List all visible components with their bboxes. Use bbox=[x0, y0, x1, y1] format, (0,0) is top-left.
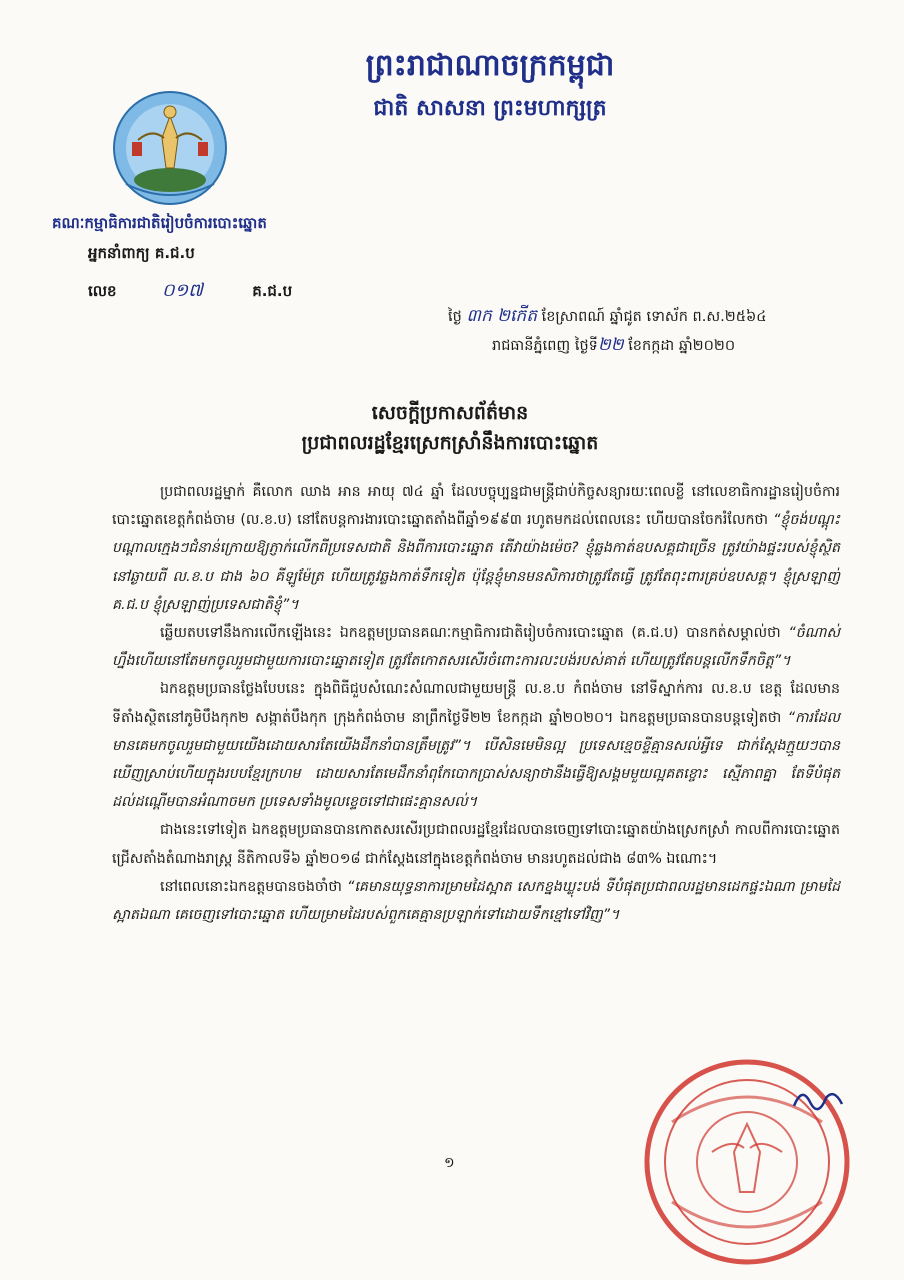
document-title bbox=[150, 398, 750, 458]
nec-emblem-logo bbox=[108, 88, 232, 208]
paragraph-4: ជាងនេះទៅទៀត ឯកឧត្តមប្រធានបានកោតសរសើរប្រជាពលរដ្ឋខ្មែរដែលបានចេញទៅបោះឆ្នោតយ៉ាងស្រេកស្រាំ កាលពីការបោះឆ្នោតជ្រើសតាំងតំណាងរាស្ត្រ នីតិកាលទី៦ ឆ្នាំ២០១៨ ជាក់ស្តែងនៅក្នុងខេត្តកំពង់ចាម មានរហូតដល់ជាង ៨៣% ឯណោះ។ bbox=[112, 822, 840, 867]
reference-label: លេខ bbox=[88, 282, 117, 300]
committee-name: គណៈកម្មាធិការជាតិរៀបចំការបោះឆ្នោត bbox=[52, 214, 267, 232]
national-motto: ជាតិ សាសនា ព្រះមហាក្សត្រ bbox=[373, 95, 607, 121]
solar-date bbox=[448, 331, 868, 360]
paragraph-3-text: ឯកឧត្តមប្រធានថ្លែងបែបនេះ ក្នុងពិធីជួបសំណេះសំណាលជាមួយមន្ត្រី ល.ខ.ប កំពង់ចាម នៅទីស្នាក់ការ ល.ខ.ប ខេត្ត ដែលមានទីតាំងស្ថិតនៅភូមិបឹងកុក២ សង្កាត់បឹងកុក ក្រុងកំពង់ចាម នាព្រឹកថ្ងៃទី២២ ខែកក្កដា ឆ្នាំ២០២០។ ឯកឧត្តមប្រធានបានបន្តទៀតថា bbox=[112, 681, 840, 726]
paragraph-1-text: ប្រជាពលរដ្ឋម្នាក់ គឺលោក ឈាង អាន អាយុ ៧៤ ឆ្នាំ ដែលបច្ចុប្បន្នជាមន្ត្រីជាប់កិច្ចសន្យារយៈពេលខ្លី នៅលេខាធិការដ្ឋានរៀបចំការបោះឆ្នោតខេត្តកំពង់ចាម (ល.ខ.ប) នៅតែបន្តការងារបោះឆ្នោតតាំងពីឆ្នាំ១៩៩៣ រហូតមកដល់ពេលនេះ ហើយបានចែករំលែកថា bbox=[112, 484, 840, 529]
lunar-date-handwritten: ៣ក ២កើត bbox=[466, 306, 537, 326]
paragraph-2 bbox=[112, 619, 840, 675]
paragraph-5-quote: “គេមានយុទ្ធនាការម្រាមដៃស្អាត សេកខ្នងឃ្លុះបង់ ទីបំផុតប្រជាពលរដ្ឋមានដេកផ្ទះឯណា ម្រាមដៃស្អាតឯណា គេចេញទៅបោះឆ្នោត ហើយម្រាមដៃរបស់ពួកគេគ្មានប្រឡាក់ទៅដោយទឹកខ្មៅទៅវិញ”។ bbox=[112, 878, 841, 924]
paragraph-2-text: ឆ្លើយតបទៅនឹងការលើកឡើងនេះ ឯកឧត្តមប្រធានគណៈកម្មាធិការជាតិរៀបចំការបោះឆ្នោត (គ.ជ.ប) បានកត់សម្គាល់ថា bbox=[160, 625, 789, 642]
reference-line bbox=[88, 278, 292, 305]
page-number: ១ bbox=[444, 1155, 455, 1171]
paragraph-5-text: នៅពេលនោះឯកឧត្តមបានចងចាំថា bbox=[160, 878, 347, 895]
solar-date-rest: ខែកក្កដា ឆ្នាំ២០២០ bbox=[628, 338, 736, 354]
paragraph-5 bbox=[112, 873, 840, 929]
reference-suffix: គ.ជ.ប bbox=[252, 282, 293, 300]
kingdom-title: ព្រះរាជាណាចក្រកម្ពុជា bbox=[365, 48, 615, 83]
solar-date-handwritten: ២២ bbox=[597, 335, 624, 355]
lunar-date-rest: ខែស្រាពណ៍ ឆ្នាំជូត ទោស័ក ព.ស.២៥៦៤ bbox=[541, 309, 767, 325]
title-line-2: ប្រជាពលរដ្ឋខ្មែរស្រេកស្រាំនឹងការបោះឆ្នោត bbox=[301, 432, 599, 454]
paragraph-1-quote: “ខ្ញុំចង់បណ្តុះបណ្តាលក្មេងៗជំនាន់ក្រោយឱ្យភ្ញាក់លើកពីប្រទេសជាតិ និងពីការបោះឆ្នោត តើវាយ៉ាងម៉េច? ខ្ញុំឆ្លងកាត់ឧបសគ្គជាច្រើន ត្រូវយ៉ាងផ្ទះរបស់ខ្ញុំស្ថិតនៅឆ្ងាយពី ល.ខ.ប ជាង ៦០ គីឡូម៉ែត្រ ហើយត្រូវឆ្លងកាត់ទឹកទៀត ប៉ុន្តែខ្ញុំមានមនសិការថាត្រូវតែធ្វើ ត្រូវតែពុះពារគ្រប់ឧបសគ្គ។ ខ្ញុំស្រឡាញ់ គ.ជ.ប ខ្ញុំស្រឡាញ់ប្រទេសជាតិខ្ញុំ”។ bbox=[112, 512, 840, 613]
lunar-date-prefix: ថ្ងៃ bbox=[448, 309, 462, 325]
document-body bbox=[112, 478, 840, 929]
paragraph-3-quote: “ការដែលមានគេមកចូលរួមជាមួយយើងដោយសារតែយើងដឹកនាំបានត្រឹមត្រូវ”។ បើសិនមេមិនល្អ ប្រទេសខ្មេចខ្ទីគ្មានសល់អ្វីទេ ជាក់ស្តែងក្មួយៗបានឃើញស្រាប់ហើយក្នុងរបបខ្មែរក្រហម ដោយសារតែមេដឹកនាំពុកែបោកប្រាស់សន្យាថានឹងធ្វើឱ្យសង្គមមួយល្អគតខ្ចោះ ស្មើភាពគ្នា តែទីបំផុតដល់ដណ្តើមបានអំណាចមក ប្រទេសទាំងមូលខ្ទេចទៅជាផេះគ្មានសល់។ bbox=[112, 709, 840, 811]
spokesperson-label: អ្នកនាំពាក្យ គ.ជ.ប bbox=[88, 244, 195, 262]
lunar-date bbox=[448, 302, 868, 331]
reference-number: ០១៧ bbox=[161, 280, 203, 301]
date-block bbox=[448, 302, 868, 360]
kingdom-header bbox=[300, 45, 680, 125]
paragraph-2-quote: “ចំណាស់ហ្នឹងហើយនៅតែមកចូលរួមជាមួយការបោះឆ្នោតទៀត ត្រូវតែកោតសរសើរចំពោះការលះបង់របស់គាត់ ហើយត្រូវតែបន្តលើកទឹកចិត្ត”។ bbox=[112, 625, 840, 670]
title-line-1: សេចក្តីប្រកាសព័ត៌មាន bbox=[371, 402, 529, 424]
paragraph-1 bbox=[112, 478, 840, 619]
paragraph-3 bbox=[112, 675, 840, 816]
solar-date-prefix: រាជធានីភ្នំពេញ ថ្ងៃទី bbox=[492, 338, 598, 354]
handwritten-signature bbox=[790, 1078, 850, 1118]
